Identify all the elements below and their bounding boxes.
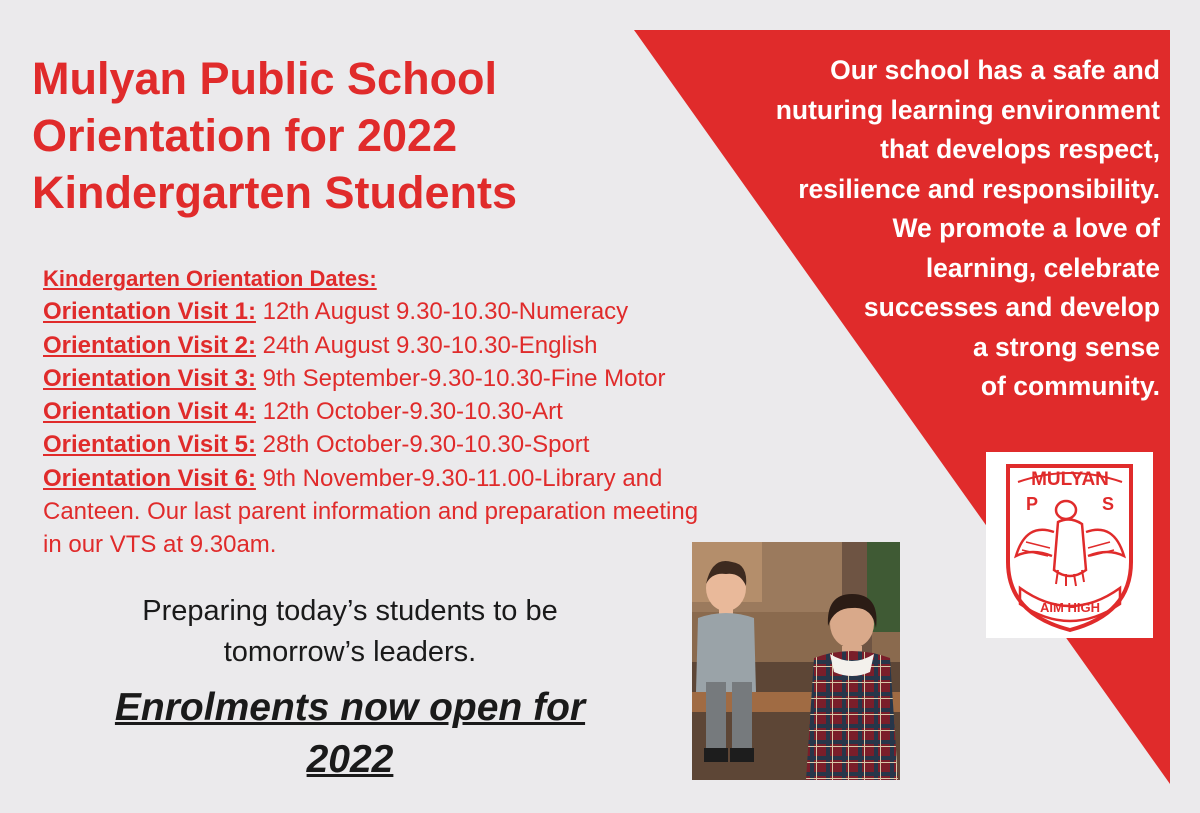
title-line-2: Orientation for 2022 (32, 110, 458, 161)
visit-label: Orientation Visit 1: (43, 298, 256, 326)
orientation-continuation-1: Canteen. Our last parent information and preparation meeting (43, 498, 699, 526)
title-line-3: Kindergarten Students (32, 167, 518, 218)
title-line-1: Mulyan Public School (32, 53, 498, 104)
visit-detail: 28th October-9.30-10.30-Sport (255, 431, 590, 459)
logo-letter-s: S (1101, 494, 1115, 514)
visit-label: Orientation Visit 6: (43, 464, 256, 492)
visit-detail: 9th September-9.30-10.30-Fine Motor (255, 364, 666, 392)
mission-line-9: of community. (980, 371, 1160, 401)
page-title (32, 50, 517, 221)
enrolment-line-2: 2022 (306, 738, 394, 781)
logo-motto: AIM HIGH (1040, 600, 1100, 615)
mission-line-2: nuturing learning environment (775, 94, 1160, 125)
visit-label: Orientation Visit 5: (43, 431, 256, 459)
enrolment-line-1: Enrolments now open for (114, 686, 586, 729)
mission-line-7: successes and develop (863, 292, 1160, 322)
tagline (40, 591, 660, 673)
visit-detail: 12th August 9.30-10.30-Numeracy (255, 298, 629, 326)
school-crest-icon (986, 452, 1153, 638)
mission-line-1: Our school has a safe and (830, 55, 1160, 85)
visit-detail: 12th October-9.30-10.30-Art (255, 398, 563, 426)
orientation-continuation-2: in our VTS at 9.30am. (43, 531, 277, 559)
orientation-heading: Kindergarten Orientation Dates: (43, 266, 377, 291)
children-photo (692, 542, 900, 780)
orientation-dates (43, 262, 863, 562)
orientation-visit-2 (43, 329, 863, 362)
visit-label: Orientation Visit 2: (43, 331, 256, 359)
tagline-line-1: Preparing today’s students to be (142, 595, 558, 627)
orientation-visit-4 (43, 395, 863, 428)
orientation-visit-3 (43, 362, 863, 395)
tagline-line-2: tomorrow’s leaders. (223, 636, 477, 668)
mission-line-5: We promote a love of (892, 213, 1160, 243)
logo-letter-p: P (1025, 494, 1039, 514)
mission-line-4: resilience and responsibility. (798, 173, 1160, 204)
enrolment-notice (40, 682, 660, 786)
visit-label: Orientation Visit 4: (43, 398, 256, 426)
mission-line-6: learning, celebrate (925, 252, 1160, 283)
logo-top-text: MULYAN (1031, 469, 1109, 490)
school-logo (986, 452, 1153, 638)
orientation-visit-6 (43, 462, 863, 495)
orientation-visit-5 (43, 428, 863, 461)
visit-label: Orientation Visit 3: (43, 364, 256, 392)
visit-detail: 9th November-9.30-11.00-Library and (255, 464, 663, 492)
mission-line-8: a strong sense (972, 331, 1160, 362)
orientation-visit-1 (43, 295, 863, 328)
mission-line-3: that develops respect, (880, 134, 1160, 164)
photo-illustration (692, 542, 900, 780)
visit-detail: 24th August 9.30-10.30-English (255, 331, 598, 359)
